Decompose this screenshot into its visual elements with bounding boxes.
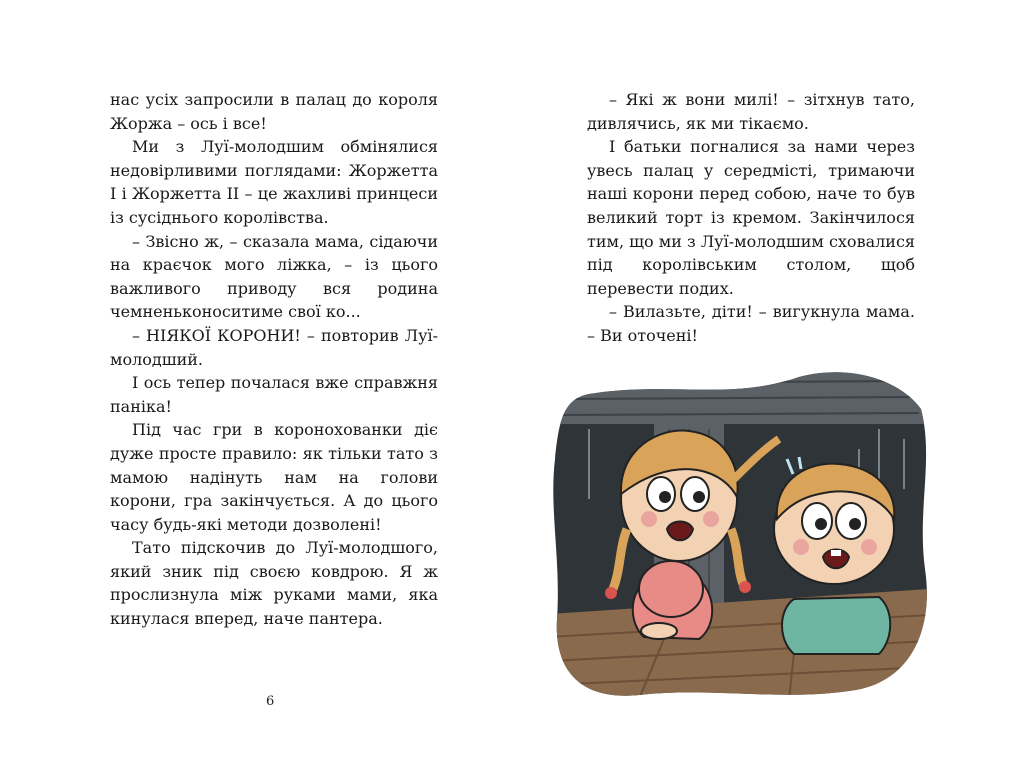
paragraph: – Які ж вони милі! – зітхнув тато, дивлячись, як ми тікаємо.	[587, 90, 915, 133]
right-text-column	[587, 88, 915, 348]
paragraph: – Звісно ж, – сказала мама, сідаючи на краєчок мого ліжка, – із цього важливого приводу вся родина чемненьконоситиме свої ко...	[110, 231, 438, 322]
paragraph: – Вилазьте, діти! – вигукнула мама. – Ви оточені!	[587, 302, 915, 345]
boy-character	[774, 457, 894, 654]
paragraph: І ось тепер почалася вже справжня паніка!	[110, 373, 438, 416]
paragraph: – НІЯКОЇ КОРОНИ! – повторив Луї-молодший.	[110, 325, 438, 369]
hiding-under-table-illustration	[549, 369, 929, 699]
paragraph: нас усіх запросили в палац до короля Жоржа – ось і все!	[110, 90, 438, 133]
page-number: 6	[266, 694, 275, 709]
paragraph: Ми з Луї-молодшим обмінялися недовірливими поглядами: Жоржетта I і Жоржетта II – це жахливі принцеси із сусіднього королівства.	[110, 137, 438, 227]
paragraph: Під час гри в коронохованки діє дуже просте правило: як тільки тато з мамою надінуть нам на голови корони, гра закінчується. А до цього часу будь-які методи дозволені!	[110, 420, 438, 534]
left-text-column	[110, 88, 438, 631]
paragraph: І батьки погналися за нами через увесь палац у середмісті, тримаючи наші корони перед собою, наче то був великий торт із кремом. Закінчилося тим, що ми з Луї-молодшим сховалися під королівським столом, щоб перевести подих.	[587, 137, 915, 298]
paragraph: Тато підскочив до Луї-молодшого, який зник під своєю ковдрою. Я ж прослизнула між руками мами, яка кинулася вперед, наче пантера.	[110, 538, 438, 629]
